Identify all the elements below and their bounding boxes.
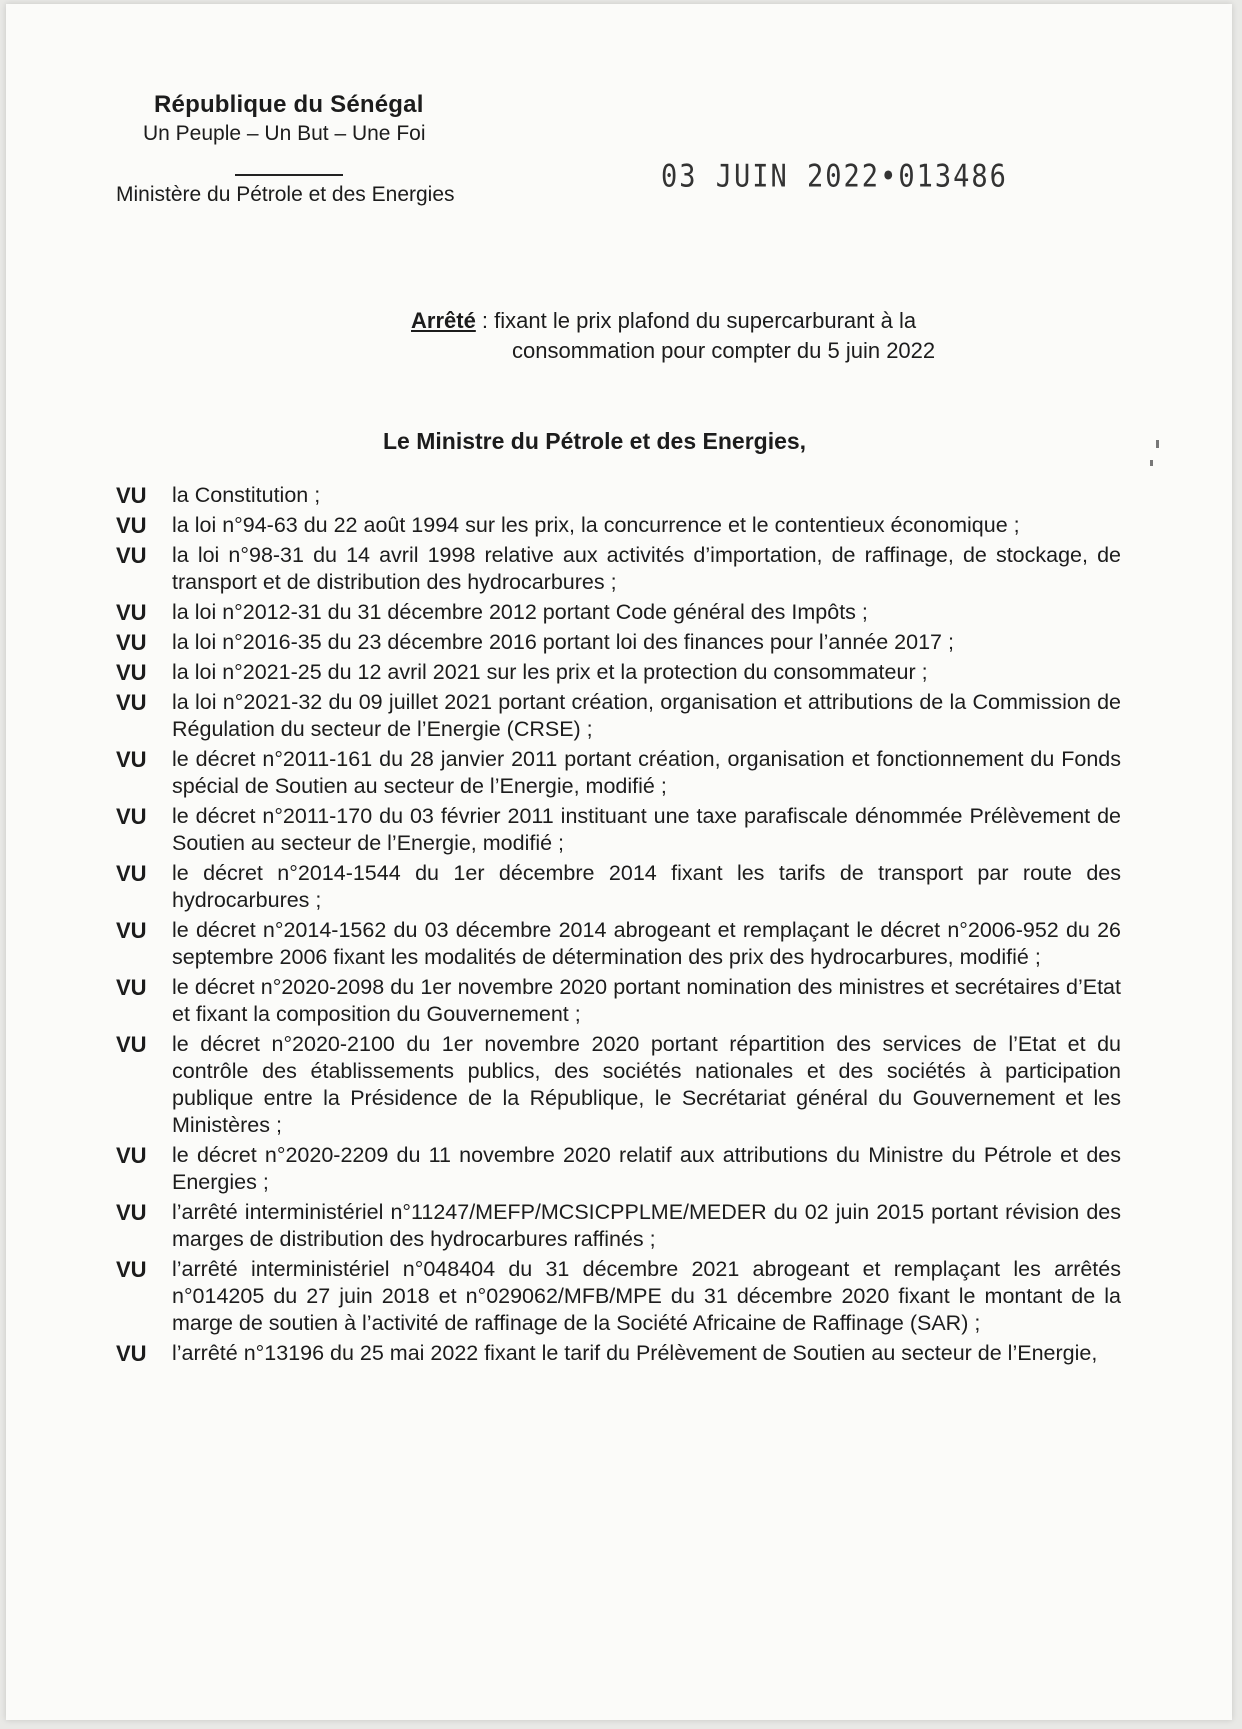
visa-text: le décret n°2011-161 du 28 janvier 2011 portant création, organisation et fonctionnement du Fonds spécial de Soutien au secteur de l’Energie, modifié ;: [172, 747, 1121, 798]
visa-prefix: VU: [116, 975, 147, 1000]
visa-prefix: VU: [116, 918, 147, 943]
visa-text: la loi n°98-31 du 14 avril 1998 relative aux activités d’importation, de raffinage, de stockage, de transport et de distribution des hydrocarbures ;: [172, 543, 1121, 594]
visa-prefix: VU: [116, 690, 147, 715]
visa-text: la loi n°94-63 du 22 août 1994 sur les prix, la concurrence et le contentieux économique ;: [172, 513, 1020, 537]
visa-item: [116, 1199, 1121, 1253]
visa-item: [116, 746, 1121, 800]
visa-text: la loi n°2021-32 du 09 juillet 2021 portant création, organisation et attributions de la Commission de Régulation du secteur de l’Energie (CRSE) ;: [172, 690, 1121, 741]
visa-list: [116, 482, 1121, 1370]
visa-prefix: VU: [116, 804, 147, 829]
visa-prefix: VU: [116, 1200, 147, 1225]
scan-mark: [1150, 460, 1153, 466]
visa-text: le décret n°2020-2100 du 1er novembre 2020 portant répartition des services de l’Etat et du contrôle des établissements publics, des sociétés nationales et des sociétés à participation publique entre la Présidence de la République, le Secrétariat général du Gouvernement et les Ministères ;: [172, 1032, 1121, 1137]
visa-text: la loi n°2016-35 du 23 décembre 2016 portant loi des finances pour l’année 2017 ;: [172, 630, 954, 654]
visa-prefix: VU: [116, 1143, 147, 1168]
subject-line-2: consommation pour compter du 5 juin 2022: [512, 338, 936, 363]
visa-prefix: VU: [116, 747, 147, 772]
national-motto: Un Peuple – Un But – Une Foi: [143, 122, 426, 145]
visa-item: [116, 689, 1121, 743]
visa-item: [116, 1340, 1121, 1367]
visa-item: [116, 542, 1121, 596]
header-divider: [235, 174, 343, 176]
visa-item: [116, 482, 1121, 509]
scan-mark: [1156, 440, 1159, 448]
visa-item: [116, 1142, 1121, 1196]
visa-prefix: VU: [116, 513, 147, 538]
decree-subject: [411, 306, 1051, 366]
visa-item: [116, 917, 1121, 971]
visa-text: le décret n°2014-1544 du 1er décembre 2014 fixant les tarifs de transport par route des hydrocarbures ;: [172, 861, 1121, 912]
visa-item: [116, 974, 1121, 1028]
decree-label: Arrêté: [411, 308, 476, 333]
visa-text: la Constitution ;: [172, 483, 321, 507]
subject-line-1: : fixant le prix plafond du supercarburant à la: [475, 308, 917, 333]
visa-prefix: VU: [116, 1341, 147, 1366]
visa-prefix: VU: [116, 630, 147, 655]
visa-item: [116, 659, 1121, 686]
visa-prefix: VU: [116, 660, 147, 685]
ministry-name: Ministère du Pétrole et des Energies: [116, 183, 455, 206]
document-page: [6, 4, 1232, 1720]
visa-item: [116, 1031, 1121, 1139]
visa-prefix: VU: [116, 483, 147, 508]
registration-stamp: 03 JUIN 2022•013486: [661, 158, 1008, 195]
visa-text: la loi n°2021-25 du 12 avril 2021 sur les prix et la protection du consommateur ;: [172, 660, 928, 684]
visa-item: [116, 512, 1121, 539]
visa-prefix: VU: [116, 1257, 147, 1282]
visa-item: [116, 629, 1121, 656]
visa-prefix: VU: [116, 600, 147, 625]
visa-text: l’arrêté interministériel n°048404 du 31 décembre 2021 abrogeant et remplaçant les arrêtés n°014205 du 27 juin 2018 et n°029062/MFB/MPE du 31 décembre 2020 fixant le montant de la marge de soutien à l’activité de raffinage de la Société Africaine de Raffinage (SAR) ;: [172, 1257, 1121, 1335]
visa-text: le décret n°2011-170 du 03 février 2011 instituant une taxe parafiscale dénommée Prélèvement de Soutien au secteur de l’Energie, modifié ;: [172, 804, 1121, 855]
country-name: République du Sénégal: [154, 91, 424, 118]
visa-prefix: VU: [116, 1032, 147, 1057]
visa-text: le décret n°2020-2098 du 1er novembre 2020 portant nomination des ministres et secrétaires d’Etat et fixant la composition du Gouvernement ;: [172, 975, 1121, 1026]
visa-text: la loi n°2012-31 du 31 décembre 2012 portant Code général des Impôts ;: [172, 600, 868, 624]
minister-heading: Le Ministre du Pétrole et des Energies,: [383, 428, 807, 454]
visa-item: [116, 860, 1121, 914]
visa-text: l’arrêté n°13196 du 25 mai 2022 fixant le tarif du Prélèvement de Soutien au secteur de l’Energie,: [172, 1341, 1098, 1365]
visa-text: le décret n°2014-1562 du 03 décembre 2014 abrogeant et remplaçant le décret n°2006-952 du 26 septembre 2006 fixant les modalités de détermination des prix des hydrocarbures, modifié ;: [172, 918, 1121, 969]
visa-text: l’arrêté interministériel n°11247/MEFP/MCSICPPLME/MEDER du 02 juin 2015 portant révision des marges de distribution des hydrocarbures raffinés ;: [172, 1200, 1121, 1251]
visa-text: le décret n°2020-2209 du 11 novembre 2020 relatif aux attributions du Ministre du Pétrole et des Energies ;: [172, 1143, 1121, 1194]
visa-item: [116, 599, 1121, 626]
visa-prefix: VU: [116, 543, 147, 568]
visa-prefix: VU: [116, 861, 147, 886]
visa-item: [116, 803, 1121, 857]
visa-item: [116, 1256, 1121, 1337]
